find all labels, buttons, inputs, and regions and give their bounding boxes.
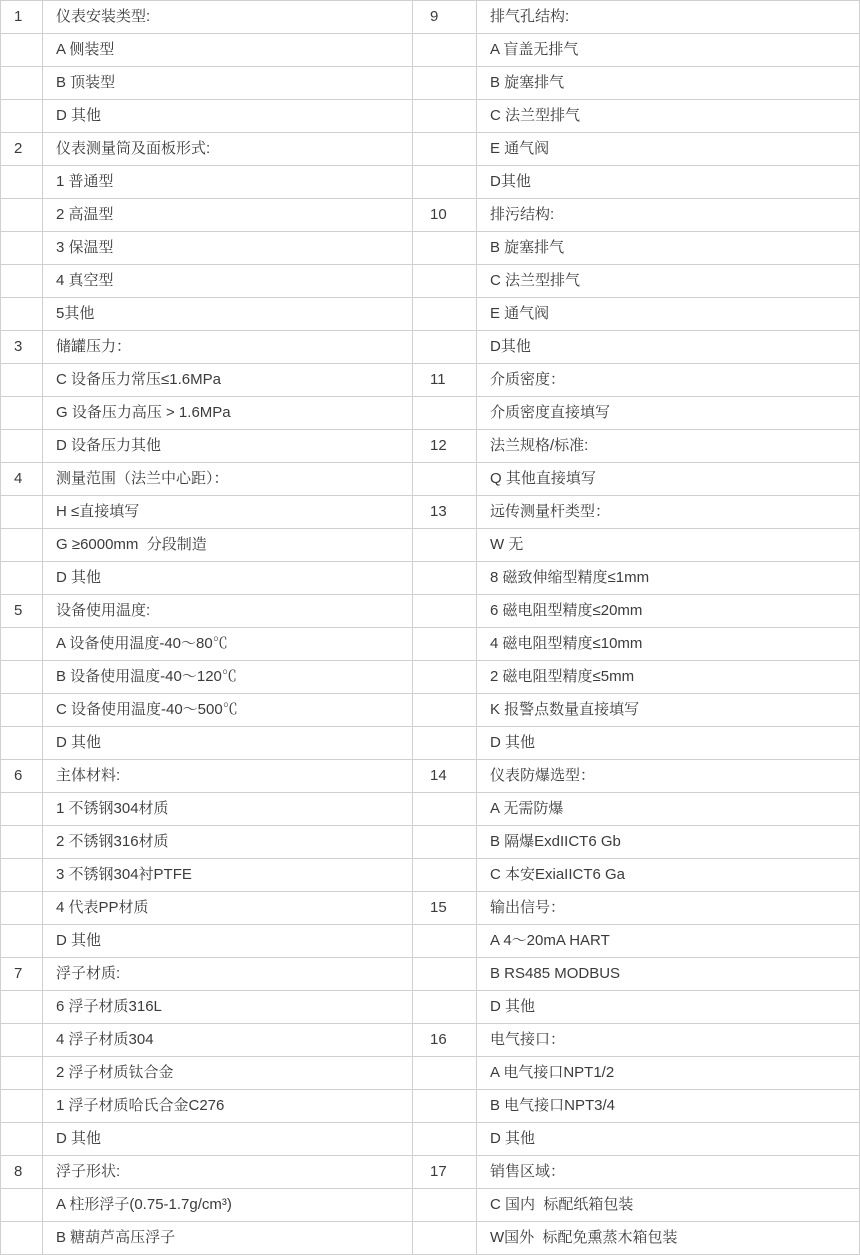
section-number-cell: 15 <box>413 892 477 925</box>
row-number-cell <box>413 1090 477 1123</box>
section-number-cell: 5 <box>1 595 43 628</box>
row-number-cell <box>1 1090 43 1123</box>
row-number-cell <box>1 100 43 133</box>
option-cell: E 通气阀 <box>477 298 860 331</box>
option-cell: D 其他 <box>43 1123 413 1156</box>
row-number-cell <box>1 397 43 430</box>
option-cell: 2 高温型 <box>43 199 413 232</box>
option-cell: C 设备压力常压≤1.6MPa <box>43 364 413 397</box>
row-number-cell <box>413 34 477 67</box>
row-number-cell <box>1 364 43 397</box>
model-selection-table <box>1 1 860 1255</box>
row-number-cell <box>413 826 477 859</box>
row-number-cell <box>413 925 477 958</box>
option-cell: C 法兰型排气 <box>477 100 860 133</box>
section-number-cell: 6 <box>1 760 43 793</box>
row-number-cell <box>413 232 477 265</box>
section-title-cell: 输出信号： <box>477 892 860 925</box>
row-number-cell <box>413 265 477 298</box>
option-cell: 6 浮子材质316L <box>43 991 413 1024</box>
row-number-cell <box>413 793 477 826</box>
section-title-cell: 排气孔结构: <box>477 1 860 34</box>
section-number-cell: 2 <box>1 133 43 166</box>
option-cell: G 设备压力高压 > 1.6MPa <box>43 397 413 430</box>
section-number-cell: 17 <box>413 1156 477 1189</box>
row-number-cell <box>413 529 477 562</box>
row-number-cell <box>1 166 43 199</box>
option-cell: 1 浮子材质哈氏合金C276 <box>43 1090 413 1123</box>
section-number-cell: 9 <box>413 1 477 34</box>
row-number-cell <box>1 991 43 1024</box>
section-number-cell: 10 <box>413 199 477 232</box>
option-cell: D 设备压力其他 <box>43 430 413 463</box>
row-number-cell <box>1 727 43 760</box>
row-number-cell <box>1 34 43 67</box>
section-number-cell: 14 <box>413 760 477 793</box>
option-cell: 3 保温型 <box>43 232 413 265</box>
row-number-cell <box>1 67 43 100</box>
option-cell: 1 普通型 <box>43 166 413 199</box>
section-number-cell: 8 <box>1 1156 43 1189</box>
option-cell: A 柱形浮子(0.75-1.7g/cm³) <box>43 1189 413 1222</box>
section-number-cell: 12 <box>413 430 477 463</box>
option-cell: D 其他 <box>43 925 413 958</box>
section-number-cell: 3 <box>1 331 43 364</box>
option-cell: A 电气接口NPT1/2 <box>477 1057 860 1090</box>
section-title-cell: 电气接口： <box>477 1024 860 1057</box>
section-title-cell: 远传测量杆类型： <box>477 496 860 529</box>
option-cell: A 设备使用温度-40～80℃ <box>43 628 413 661</box>
section-title-cell: 浮子形状: <box>43 1156 413 1189</box>
row-number-cell <box>413 397 477 430</box>
option-cell: 介质密度直接填写 <box>477 397 860 430</box>
row-number-cell <box>1 496 43 529</box>
section-title-cell: 浮子材质: <box>43 958 413 991</box>
row-number-cell <box>1 298 43 331</box>
row-number-cell <box>413 133 477 166</box>
row-number-cell <box>413 463 477 496</box>
row-number-cell <box>413 958 477 991</box>
section-number-cell: 13 <box>413 496 477 529</box>
option-cell: D 其他 <box>43 562 413 595</box>
option-cell: W国外 标配免熏蒸木箱包装 <box>477 1222 860 1255</box>
row-number-cell <box>1 661 43 694</box>
row-number-cell <box>413 1123 477 1156</box>
option-cell: 6 磁电阻型精度≤20mm <box>477 595 860 628</box>
option-cell: 2 磁电阻型精度≤5mm <box>477 661 860 694</box>
section-number-cell: 4 <box>1 463 43 496</box>
option-cell: B 旋塞排气 <box>477 232 860 265</box>
option-cell: G ≥6000mm 分段制造 <box>43 529 413 562</box>
section-title-cell: 排污结构: <box>477 199 860 232</box>
row-number-cell <box>413 100 477 133</box>
row-number-cell <box>413 67 477 100</box>
option-cell: 1 不锈钢304材质 <box>43 793 413 826</box>
option-cell: B 电气接口NPT3/4 <box>477 1090 860 1123</box>
option-cell: Q 其他直接填写 <box>477 463 860 496</box>
row-number-cell <box>413 166 477 199</box>
option-cell: A 无需防爆 <box>477 793 860 826</box>
row-number-cell <box>413 859 477 892</box>
row-number-cell <box>1 1123 43 1156</box>
section-title-cell: 设备使用温度: <box>43 595 413 628</box>
row-number-cell <box>1 1057 43 1090</box>
section-number-cell: 7 <box>1 958 43 991</box>
option-cell: B 糖葫芦高压浮子 <box>43 1222 413 1255</box>
row-number-cell <box>1 562 43 595</box>
option-cell: D其他 <box>477 331 860 364</box>
row-number-cell <box>1 430 43 463</box>
row-number-cell <box>1 1189 43 1222</box>
row-number-cell <box>413 694 477 727</box>
row-number-cell <box>413 298 477 331</box>
option-cell: 4 浮子材质304 <box>43 1024 413 1057</box>
section-number-cell: 1 <box>1 1 43 34</box>
row-number-cell <box>413 661 477 694</box>
row-number-cell <box>1 1024 43 1057</box>
option-cell: 3 不锈钢304衬PTFE <box>43 859 413 892</box>
row-number-cell <box>413 1222 477 1255</box>
option-cell: D 其他 <box>477 727 860 760</box>
option-cell: A 4～20mA HART <box>477 925 860 958</box>
option-cell: D 其他 <box>477 991 860 1024</box>
option-cell: B 旋塞排气 <box>477 67 860 100</box>
row-number-cell <box>413 1189 477 1222</box>
option-cell: K 报警点数量直接填写 <box>477 694 860 727</box>
option-cell: D其他 <box>477 166 860 199</box>
option-cell: A 盲盖无排气 <box>477 34 860 67</box>
option-cell: D 其他 <box>477 1123 860 1156</box>
row-number-cell <box>1 892 43 925</box>
section-title-cell: 仪表测量筒及面板形式: <box>43 133 413 166</box>
row-number-cell <box>1 628 43 661</box>
option-cell: C 法兰型排气 <box>477 265 860 298</box>
row-number-cell <box>413 595 477 628</box>
row-number-cell <box>1 199 43 232</box>
row-number-cell <box>413 1057 477 1090</box>
row-number-cell <box>413 727 477 760</box>
option-cell: B 顶装型 <box>43 67 413 100</box>
option-cell: D 其他 <box>43 727 413 760</box>
section-title-cell: 测量范围（法兰中心距）： <box>43 463 413 496</box>
row-number-cell <box>413 991 477 1024</box>
row-number-cell <box>413 562 477 595</box>
section-number-cell: 16 <box>413 1024 477 1057</box>
option-cell: A 侧装型 <box>43 34 413 67</box>
row-number-cell <box>1 694 43 727</box>
option-cell: C 设备使用温度-40～500℃ <box>43 694 413 727</box>
section-number-cell: 11 <box>413 364 477 397</box>
option-cell: 5其他 <box>43 298 413 331</box>
option-cell: W 无 <box>477 529 860 562</box>
option-cell: 4 真空型 <box>43 265 413 298</box>
option-cell: C 本安ExiaIICT6 Ga <box>477 859 860 892</box>
row-number-cell <box>413 331 477 364</box>
option-cell: 2 不锈钢316材质 <box>43 826 413 859</box>
option-cell: E 通气阀 <box>477 133 860 166</box>
section-title-cell: 介质密度： <box>477 364 860 397</box>
option-cell: C 国内 标配纸箱包装 <box>477 1189 860 1222</box>
option-cell: B 设备使用温度-40～120℃ <box>43 661 413 694</box>
row-number-cell <box>1 529 43 562</box>
option-cell: D 其他 <box>43 100 413 133</box>
row-number-cell <box>413 628 477 661</box>
option-cell: 8 磁致伸缩型精度≤1mm <box>477 562 860 595</box>
row-number-cell <box>1 925 43 958</box>
section-title-cell: 仪表安装类型: <box>43 1 413 34</box>
option-cell: B 隔爆ExdIICT6 Gb <box>477 826 860 859</box>
section-title-cell: 仪表防爆选型： <box>477 760 860 793</box>
option-cell: B RS485 MODBUS <box>477 958 860 991</box>
row-number-cell <box>1 859 43 892</box>
row-number-cell <box>1 265 43 298</box>
option-cell: 4 代表PP材质 <box>43 892 413 925</box>
option-cell: 2 浮子材质钛合金 <box>43 1057 413 1090</box>
section-title-cell: 主体材料: <box>43 760 413 793</box>
section-title-cell: 储罐压力： <box>43 331 413 364</box>
section-title-cell: 法兰规格/标准: <box>477 430 860 463</box>
row-number-cell <box>1 793 43 826</box>
option-cell: 4 磁电阻型精度≤10mm <box>477 628 860 661</box>
section-title-cell: 销售区域： <box>477 1156 860 1189</box>
row-number-cell <box>1 1222 43 1255</box>
option-cell: H ≤直接填写 <box>43 496 413 529</box>
row-number-cell <box>1 232 43 265</box>
row-number-cell <box>1 826 43 859</box>
